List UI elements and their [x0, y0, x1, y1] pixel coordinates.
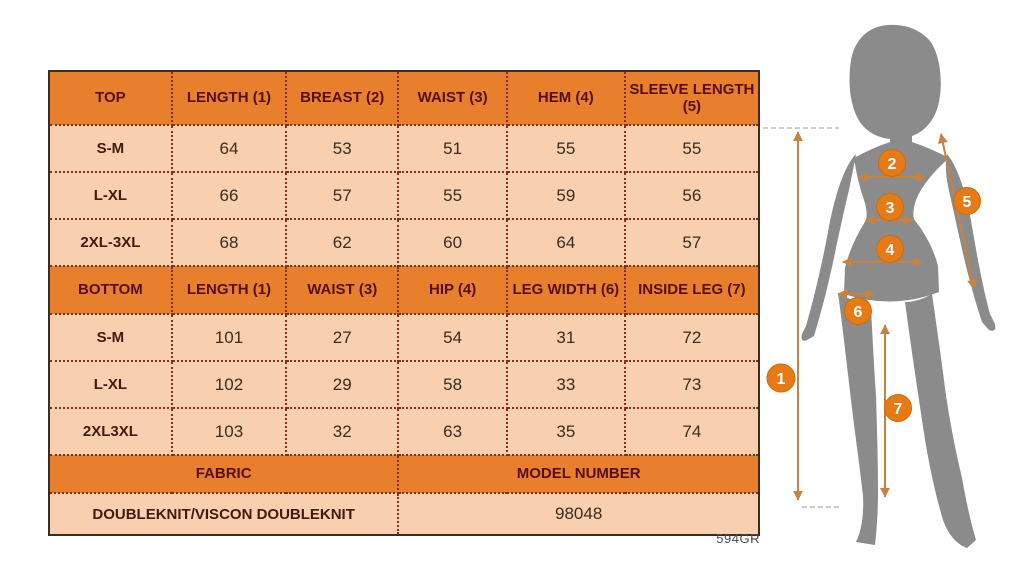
top-header-cell: SLEEVE LENGTH (5)	[625, 71, 759, 125]
bottom-header-cell: HIP (4)	[398, 266, 507, 314]
bottom-header-row	[49, 266, 759, 314]
bottom-header-cell: WAIST (3)	[286, 266, 398, 314]
measurement-marker-2	[879, 150, 906, 177]
marker-number: 3	[885, 200, 895, 217]
bottom-header-cell: INSIDE LEG (7)	[625, 266, 759, 314]
silhouette-left-leg	[838, 293, 878, 545]
silhouette-right-arm	[946, 154, 995, 331]
size-cell: 2XL-3XL	[49, 219, 172, 266]
size-cell: L-XL	[49, 361, 172, 408]
footer-value-row	[49, 493, 759, 535]
marker-number: 5	[962, 194, 972, 211]
value-cell: 35	[507, 408, 625, 455]
size-cell: S-M	[49, 125, 172, 172]
measurement-marker-6	[845, 298, 872, 325]
model-number-label-cell: MODEL NUMBER	[398, 455, 759, 493]
value-cell: 58	[398, 361, 507, 408]
woman-silhouette	[802, 25, 996, 548]
value-cell: 73	[625, 361, 759, 408]
value-cell: 102	[172, 361, 286, 408]
value-cell: 72	[625, 314, 759, 361]
top-header-cell: LENGTH (1)	[172, 71, 286, 125]
table-row	[49, 219, 759, 266]
bottom-header-cell: LENGTH (1)	[172, 266, 286, 314]
value-cell: 53	[286, 125, 398, 172]
measurement-marker-3	[877, 194, 904, 221]
value-cell: 59	[507, 172, 625, 219]
top-header-cell: TOP	[49, 71, 172, 125]
table-row	[49, 408, 759, 455]
value-cell: 55	[625, 125, 759, 172]
value-cell: 66	[172, 172, 286, 219]
value-cell: 64	[507, 219, 625, 266]
bottom-header-cell: BOTTOM	[49, 266, 172, 314]
size-cell: L-XL	[49, 172, 172, 219]
size-chart-table	[48, 70, 760, 536]
value-cell: 56	[625, 172, 759, 219]
value-cell: 101	[172, 314, 286, 361]
table-row	[49, 314, 759, 361]
marker-number: 1	[776, 371, 786, 388]
bottom-header-cell: LEG WIDTH (6)	[507, 266, 625, 314]
marker-number: 7	[893, 401, 903, 418]
measurement-marker-5	[954, 188, 981, 215]
measurement-marker-1	[767, 364, 795, 392]
value-cell: 74	[625, 408, 759, 455]
value-cell: 54	[398, 314, 507, 361]
value-cell: 31	[507, 314, 625, 361]
value-cell: 68	[172, 219, 286, 266]
value-cell: 57	[625, 219, 759, 266]
table-row	[49, 172, 759, 219]
top-header-row	[49, 71, 759, 125]
fabric-label-cell: FABRIC	[49, 455, 398, 493]
value-cell: 55	[507, 125, 625, 172]
table-row	[49, 125, 759, 172]
value-cell: 51	[398, 125, 507, 172]
marker-number: 4	[885, 242, 895, 259]
marker-number: 2	[887, 156, 897, 173]
measurement-marker-7	[885, 395, 912, 422]
value-cell: 63	[398, 408, 507, 455]
value-cell: 29	[286, 361, 398, 408]
silhouette-right-leg	[905, 294, 976, 548]
footer-header-row	[49, 455, 759, 493]
table-row	[49, 361, 759, 408]
value-cell: 57	[286, 172, 398, 219]
value-cell: 32	[286, 408, 398, 455]
value-cell: 103	[172, 408, 286, 455]
measurement-figure	[760, 0, 1024, 564]
value-cell: 33	[507, 361, 625, 408]
measurement-marker-4	[877, 236, 904, 263]
size-cell: 2XL3XL	[49, 408, 172, 455]
style-code: 594GR	[716, 531, 760, 546]
value-cell: 62	[286, 219, 398, 266]
marker-number: 6	[853, 304, 863, 321]
top-header-cell: BREAST (2)	[286, 71, 398, 125]
value-cell: 55	[398, 172, 507, 219]
value-cell: 64	[172, 125, 286, 172]
fabric-value-cell: DOUBLEKNIT/VISCON DOUBLEKNIT	[49, 493, 398, 535]
value-cell: 60	[398, 219, 507, 266]
top-header-cell: HEM (4)	[507, 71, 625, 125]
size-cell: S-M	[49, 314, 172, 361]
model-number-value-cell: 98048	[398, 493, 759, 535]
value-cell: 27	[286, 314, 398, 361]
top-header-cell: WAIST (3)	[398, 71, 507, 125]
